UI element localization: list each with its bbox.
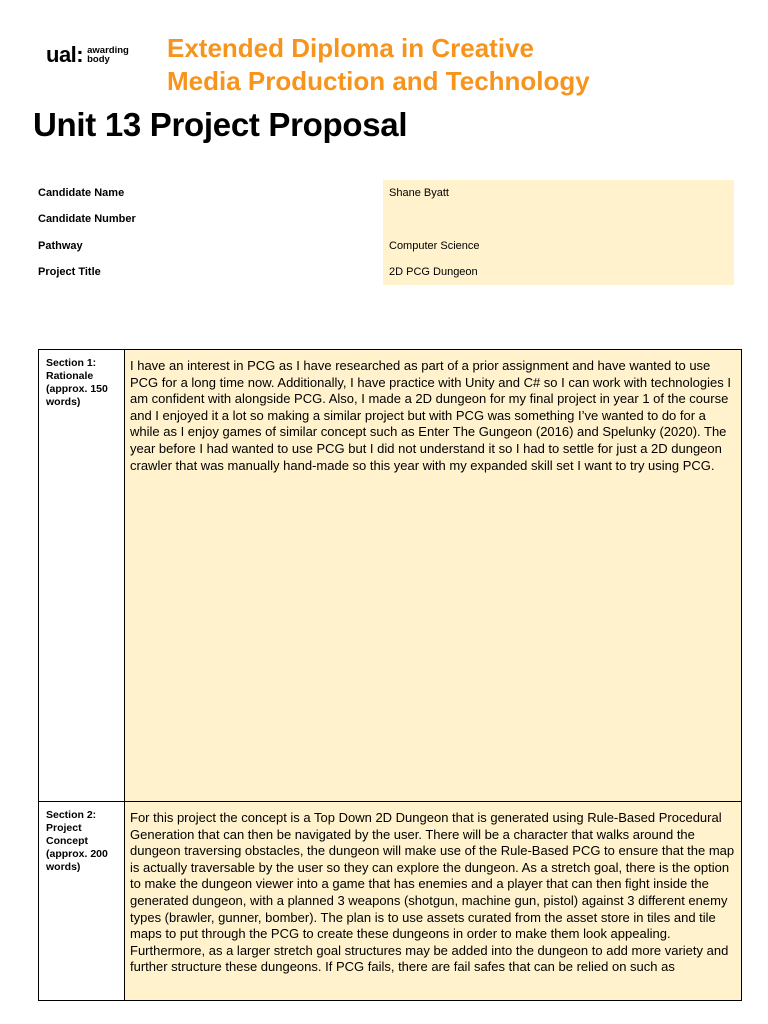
section-rationale-row [39, 350, 741, 801]
ual-logo [46, 44, 129, 66]
candidate-row [32, 259, 734, 285]
pathway-label: Pathway [38, 239, 83, 252]
candidate-row [32, 206, 734, 232]
candidate-table [32, 180, 734, 285]
logo-sub-line2: body [87, 54, 110, 65]
course-heading [167, 32, 590, 98]
candidate-row [32, 180, 734, 206]
project-title-label: Project Title [38, 265, 101, 278]
course-heading-line2: Media Production and Technology [167, 66, 590, 96]
section-concept-label: Section 2: Project Concept (approx. 200 words) [39, 802, 125, 1000]
logo-mark: ual: [46, 42, 84, 67]
proposal-sections-table [38, 349, 742, 1001]
candidate-row [32, 233, 734, 259]
logo-sub-line1: awarding [87, 45, 129, 56]
section-concept-row [39, 801, 741, 1000]
pathway-value: Computer Science [383, 233, 734, 259]
section-concept-text: For this project the concept is a Top Down 2D Dungeon that is generated using Rule-Based Procedural Generation that can then be navigated by the user. There will be a character that walks around the dungeon traversing obstacles, the dungeon will make use of the Rule-Based PCG to ensure that the map is actually traversable by the user so they can explore the dungeon. As a stretch goal, there is the option to make the dungeon viewer into a game that has enemies and a player that can then fight inside the generated dungeon, with a planned 3 weapons (shotgun, machine gun, pistol) against 3 different enemy types (brawler, gunner, bomber). The plan is to use assets curated from the asset store in tiles and tile maps to put through the PCG to create these dungeons in order to make them look appealing. Furthermore, as a larger stretch goal structures may be added into the dungeon to add more variety and further structure these dungeons. If PCG fails, there are fail safes that can be relied on such as [125, 802, 741, 1000]
page-title: Unit 13 Project Proposal [33, 106, 408, 143]
logo-subtitle [87, 46, 129, 64]
project-title-value: 2D PCG Dungeon [383, 259, 734, 285]
course-heading-line1: Extended Diploma in Creative [167, 33, 534, 63]
candidate-name-label: Candidate Name [38, 187, 125, 199]
section-rationale-label: Section 1: Rationale (approx. 150 words) [39, 350, 125, 801]
candidate-number-value [383, 206, 734, 232]
candidate-name-value: Shane Byatt [383, 180, 734, 206]
candidate-number-label: Candidate Number [38, 213, 136, 226]
section-rationale-text: I have an interest in PCG as I have researched as part of a prior assignment and have wanted to use PCG for a long time now. Additionally, I have practice with Unity and C# so I can work with technologies I am confident with alongside PCG. Also, I made a 2D dungeon for my final project in year 1 of the course and I enjoyed it a lot so making a similar project but with PCG was something I’ve wanted to do for a while as I enjoy games of similar concept such as Enter The Gungeon (2016) and Spelunky (2020). The year before I had wanted to use PCG but I did not understand it so I had to settle for just a 2D dungeon crawler that was manually hand-made so this year with my expanded skill set I want to try using PCG. [125, 350, 741, 801]
